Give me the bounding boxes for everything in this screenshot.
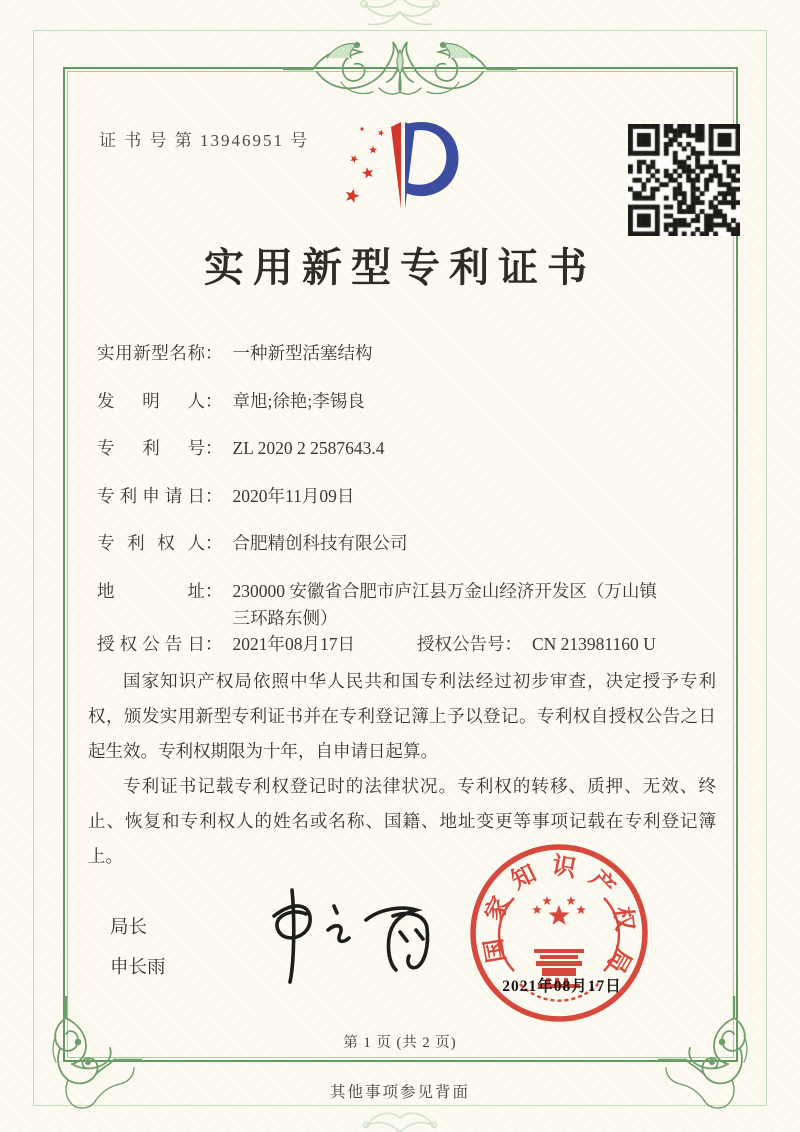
bottom-edge-flourish-icon [332, 1098, 468, 1132]
field-label: 发明人 [97, 390, 205, 411]
field-value: 章旭;徐艳;李锡良 [232, 390, 365, 411]
field-row-inventors: 发明人 ： 章旭;徐艳;李锡良 [97, 388, 697, 415]
field-row-patentee: 专利权人 ： 合肥精创科技有限公司 [97, 530, 697, 557]
bottom-left-corner-flourish-icon [50, 996, 142, 1114]
grant-date-label: 授权公告日 [97, 634, 205, 654]
field-label: 地址 [97, 580, 205, 601]
field-value: 230000 安徽省合肥市庐江县万金山经济开发区（万山镇三环路东侧） [232, 580, 657, 628]
field-value: 合肥精创科技有限公司 [232, 533, 408, 553]
signer-title: 局长 [110, 918, 148, 938]
seal-date: 2021年08月17日 [502, 978, 622, 995]
legal-paragraph-2: 专利证书记载专利权登记时的法律状况。专利权的转移、质押、无效、终止、恢复和专利权人的姓名或名称、国籍、地址变更等事项记载在专利登记簿上。 [88, 776, 716, 866]
commissioner-signature [228, 880, 433, 990]
back-note: 其他事项参见背面 [329, 1084, 470, 1101]
field-label: 专利申请日 [97, 485, 205, 506]
qr-code [628, 124, 740, 236]
signer-block [110, 908, 166, 988]
grant-date-value: 2021年08月17日 [232, 634, 355, 654]
field-value: ZL 2020 2 2587643.4 [232, 438, 385, 458]
top-center-dragon-ornament-icon [283, 38, 517, 100]
field-label: 实用新型名称 [97, 343, 205, 363]
field-row-name: 实用新型名称 ： 一种新型活塞结构 [97, 340, 697, 367]
grant-row: 授权公告日 ： 2021年08月17日 授权公告号 ： CN 213981160 U [97, 631, 656, 658]
cnipa-logo-icon [338, 112, 490, 222]
top-edge-flourish-icon [330, 0, 470, 36]
field-label: 专利权人 [97, 533, 205, 553]
field-row-filing-date: 专利申请日 ： 2020年11月09日 [97, 483, 697, 510]
field-label: 专利号 [97, 438, 205, 458]
signer-name: 申长雨 [110, 958, 166, 978]
grant-number-value: CN 213981160 U [532, 634, 656, 654]
page-indicator: 第 1 页 (共 2 页) [343, 1035, 457, 1051]
field-value: 一种新型活塞结构 [232, 343, 373, 363]
seal-text: 国家知识产权局 [478, 852, 639, 988]
grant-number-label: 授权公告号 [417, 634, 505, 654]
field-row-patent-number: 专利号 ： ZL 2020 2 2587643.4 [97, 435, 697, 462]
field-list [97, 340, 697, 652]
field-value: 2020年11月09日 [232, 485, 355, 506]
official-seal [462, 836, 656, 1030]
field-row-address: 地址 ： 230000 安徽省合肥市庐江县万金山经济开发区（万山镇三环路东侧） [97, 578, 697, 632]
legal-paragraph-1: 国家知识产权局依照中华人民共和国专利法经过初步审查，决定授予专利权，颁发实用新型专利证书并在专利登记簿上予以登记。专利权自授权公告之日起生效。专利权期限为十年，自申请日起算。 [88, 671, 716, 761]
certificate-number: 证 书 号 第 13946951 号 [99, 131, 310, 150]
bottom-right-corner-flourish-icon [658, 996, 750, 1114]
certificate-title: 实用新型专利证书 [204, 245, 596, 290]
